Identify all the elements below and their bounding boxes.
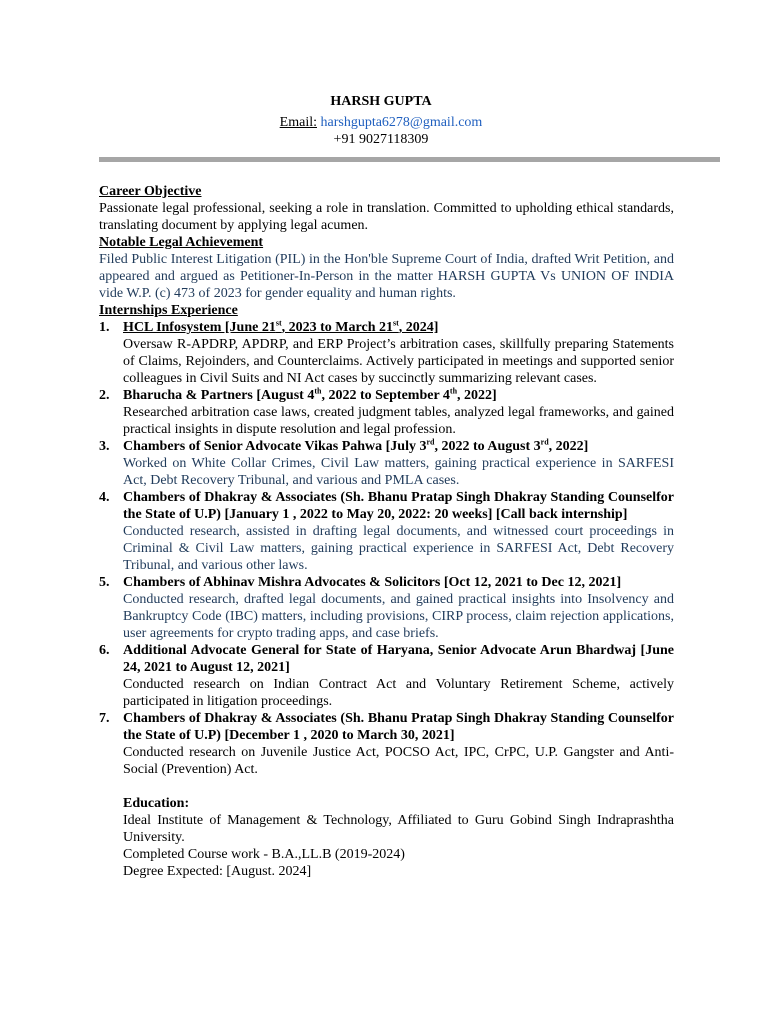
achievement-text: Filed Public Interest Litigation (PIL) in the Hon'ble Supreme Court of India, drafted Writ Petition, and appeared and argued as Petitioner-In-Person in the matter HARSH GUPTA Vs UNION OF INDIA vide W.P. (c) 473 of 2023 for gender equality and human rights. (99, 252, 674, 301)
career-objective-text: Passionate legal professional, seeking a role in translation. Committed to upholding ethical standards, translating document by applying legal acumen. (99, 201, 674, 233)
item-number: 3. (99, 439, 110, 454)
email-line (0, 114, 768, 131)
education-section (99, 795, 674, 880)
internship-description: Researched arbitration case laws, created judgment tables, analyzed legal frameworks, and gained practical insights in dispute resolution and legal profession. (123, 405, 674, 437)
education-course: Completed Course work - B.A.,LL.B (2019-2024) (123, 847, 405, 862)
internship-item (99, 387, 674, 438)
internship-description: Conducted research, assisted in drafting legal documents, and witnessed court proceedings in Criminal & Civil Law matters, gaining practical experience in SARFESI Act, Debt Recovery Tribunal, and various other laws. (123, 524, 674, 573)
internship-title: Chambers of Dhakray & Associates (Sh. Bhanu Pratap Singh Dhakray Standing Counselfor the State of U.P) [December 1 , 2020 to March 30, 2021] (123, 711, 674, 743)
internship-title: HCL Infosystem [June 21st, 2023 to March 21st, 2024] (123, 318, 439, 335)
career-objective-heading: Career Objective (99, 184, 202, 199)
internship-item (99, 489, 674, 574)
achievement-heading: Notable Legal Achievement (99, 235, 264, 250)
internship-item (99, 710, 674, 778)
resume-body (99, 183, 674, 880)
item-number: 5. (99, 575, 110, 590)
internship-description: Worked on White Collar Crimes, Civil Law matters, gaining practical experience in SARFESI Act, Debt Recovery Tribunal, and various and PMLA cases. (123, 456, 674, 488)
internship-title: Additional Advocate General for State of Haryana, Senior Advocate Arun Bhardwaj [June 24, 2021 to August 12, 2021] (123, 643, 674, 675)
education-institute: Ideal Institute of Management & Technology, Affiliated to Guru Gobind Singh Indraprashtha University. (123, 813, 674, 845)
internship-title: Chambers of Senior Advocate Vikas Pahwa [July 3rd, 2022 to August 3rd, 2022] (123, 437, 589, 454)
candidate-name: HARSH GUPTA (330, 94, 432, 109)
internship-description: Conducted research on Indian Contract Act and Voluntary Retirement Scheme, actively participated in litigation proceedings. (123, 677, 674, 709)
internship-description: Conducted research on Juvenile Justice Act, POCSO Act, IPC, CrPC, U.P. Gangster and Anti- Social (Prevention) Act. (123, 745, 674, 777)
item-number: 6. (99, 643, 110, 658)
phone-number: +91 9027118309 (333, 132, 429, 147)
education-heading: Education: (123, 796, 190, 811)
internship-title: Bharucha & Partners [August 4th, 2022 to September 4th, 2022] (123, 386, 497, 403)
item-number: 1. (99, 320, 110, 335)
internship-description: Oversaw R-APDRP, APDRP, and ERP Project’s arbitration cases, skillfully preparing Statements of Claims, Rejoinders, and Counterclaims. Actively participated in meetings and supported senior colleagues in Civil Suits and NI Act cases by succinctly summarizing relevant cases. (123, 337, 674, 386)
email-link[interactable]: harshgupta6278@gmail.com (320, 115, 483, 130)
education-expected: Degree Expected: [August. 2024] (123, 864, 312, 879)
item-number: 4. (99, 490, 110, 505)
internship-item (99, 642, 674, 710)
internship-item (99, 319, 674, 387)
internships-heading: Internships Experience (99, 303, 238, 318)
internship-item (99, 438, 674, 489)
internship-item (99, 574, 674, 642)
header-divider (99, 157, 720, 162)
email-label: Email: (279, 115, 317, 130)
internship-description: Conducted research, drafted legal documents, and gained practical insights into Insolvency and Bankruptcy Code (IBC) matters, including provisions, CIRP process, claim rejection applications, user agreements for crypto trading apps, and case briefs. (123, 592, 674, 641)
internship-title: Chambers of Dhakray & Associates (Sh. Bhanu Pratap Singh Dhakray Standing Counselfor the State of U.P) [January 1 , 2022 to May 20, 2022: 20 weeks] [Call back internship] (123, 490, 674, 522)
item-number: 2. (99, 388, 110, 403)
internship-list (99, 319, 674, 778)
internship-title: Chambers of Abhinav Mishra Advocates & Solicitors [Oct 12, 2021 to Dec 12, 2021] (123, 575, 622, 590)
resume-header (0, 93, 768, 148)
item-number: 7. (99, 711, 110, 726)
